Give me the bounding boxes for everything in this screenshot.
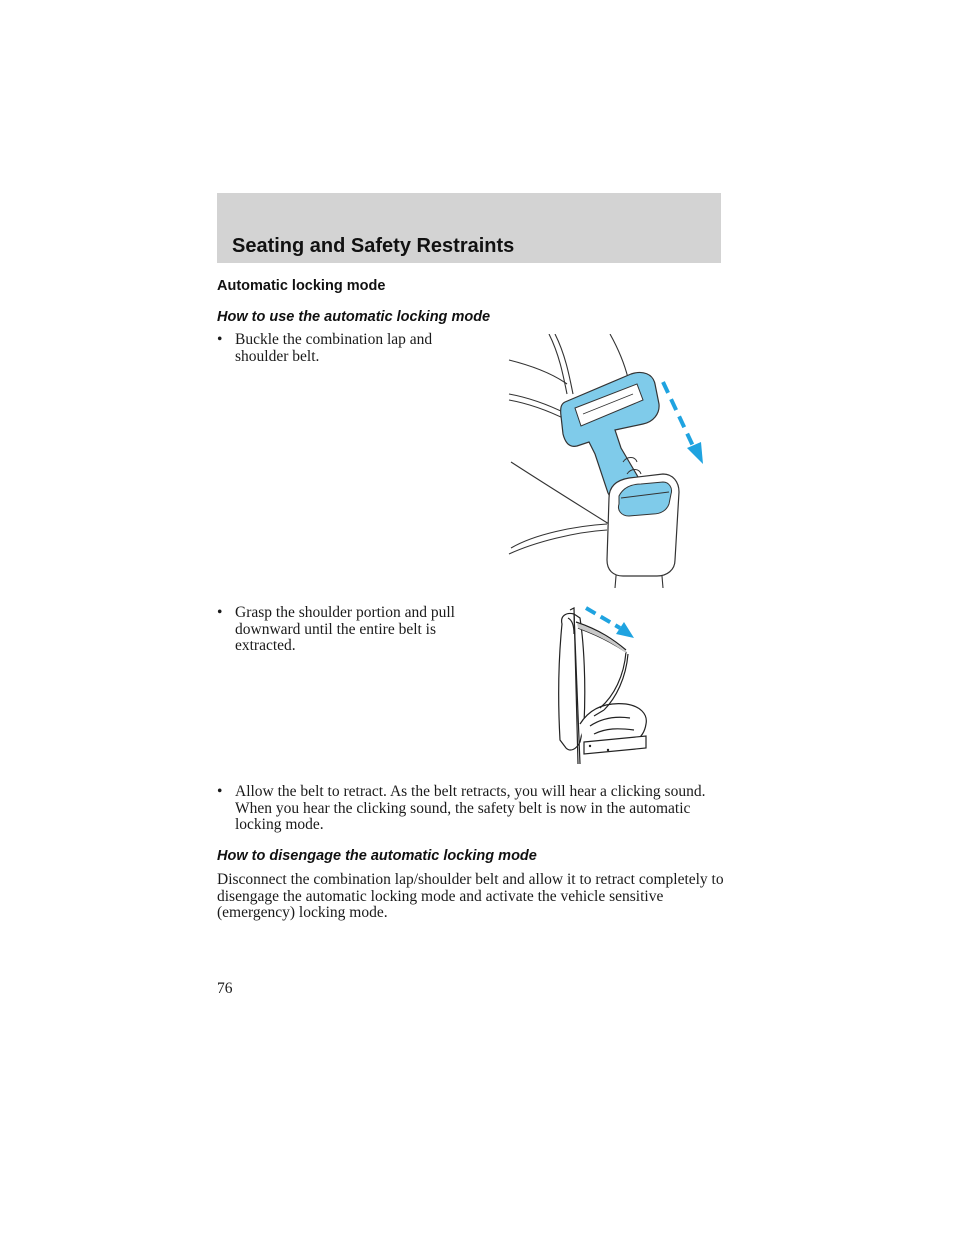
page-number: 76: [217, 980, 233, 997]
heading-automatic-locking-mode: Automatic locking mode: [217, 278, 386, 294]
bullet-text: Buckle the combination lap and shoulder belt.: [235, 331, 433, 365]
bullet-marker: •: [217, 783, 223, 800]
seat-belt-pull-icon: [550, 604, 654, 772]
bullet-allow-retract: [217, 784, 725, 834]
bullet-marker: •: [217, 604, 223, 621]
bullet-buckle-belt: [217, 332, 462, 365]
bullet-marker: •: [217, 331, 223, 348]
bullet-text: Allow the belt to retract. As the belt retracts, you will hear a clicking sound. When you hear the clicking sound, the safety belt is now in the automatic locking mode.: [235, 783, 706, 834]
bullet-grasp-shoulder: [217, 605, 462, 655]
section-title: Seating and Safety Restraints: [232, 235, 515, 257]
subheading-how-to-use: How to use the automatic locking mode: [217, 309, 491, 325]
buckle-latch-icon: [505, 334, 721, 588]
bullet-text: Grasp the shoulder portion and pull downward until the entire belt is extracted.: [235, 604, 455, 655]
disengage-paragraph: Disconnect the combination lap/shoulder belt and allow it to retract completely to disengage the automatic locking mode and activate the vehicle sensitive (emergency) locking mode.: [217, 871, 724, 922]
subheading-how-to-disengage: How to disengage the automatic locking mode: [217, 848, 537, 864]
